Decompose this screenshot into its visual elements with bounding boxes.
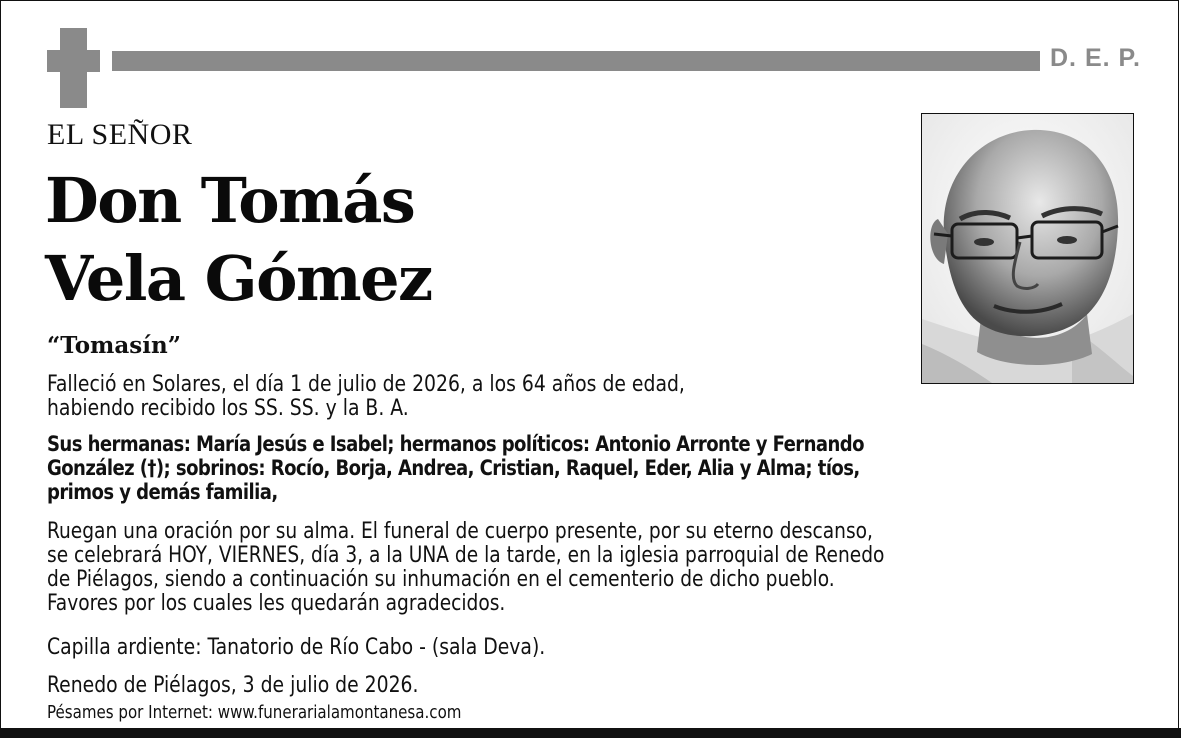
funeral-line: Ruegan una oración por su alma. El funeral de cuerpo presente, por su eterno descanso,	[47, 519, 873, 544]
funeral-paragraph	[47, 520, 884, 616]
funeral-line: se celebrará HOY, VIERNES, día 3, a la UNA de la tarde, en la iglesia parroquial de Renedo	[47, 543, 885, 568]
family-line: González (†); sobrinos: Rocío, Borja, Andrea, Cristian, Raquel, Eder, Alia y Alma; tíos,	[47, 456, 860, 480]
family-line: Sus hermanas: María Jesús e Isabel; hermanos políticos: Antonio Arronte y Fernando	[47, 432, 864, 456]
deceased-name-line-2: Vela Gómez	[45, 242, 432, 315]
place-date-text: Renedo de Piélagos, 3 de julio de 2026.	[47, 673, 419, 698]
chapel-text: Capilla ardiente: Tanatorio de Río Cabo - (sala Deva).	[47, 635, 546, 660]
death-notice-line: Falleció en Solares, el día 1 de julio de 2026, a los 64 años de edad,	[47, 372, 685, 397]
header-rule	[112, 51, 1040, 71]
footer-rule	[0, 728, 1181, 738]
condolences-link-text: Pésames por Internet: www.funerarialamontanesa.com	[47, 702, 462, 723]
funeral-line: Favores por los cuales les quedarán agradecidos.	[47, 591, 506, 616]
family-paragraph	[47, 432, 864, 504]
dep-label: D. E. P.	[1050, 44, 1141, 72]
death-notice-paragraph	[47, 373, 685, 421]
portrait-icon	[922, 114, 1133, 383]
death-notice-line: habiendo recibido los SS. SS. y la B. A.	[47, 396, 409, 421]
funeral-line: de Piélagos, siendo a continuación su inhumación en el cementerio de dicho pueblo.	[47, 567, 835, 592]
deceased-nickname: “Tomasín”	[47, 332, 181, 359]
deceased-name-line-1: Don Tomás	[45, 164, 415, 237]
portrait-photo	[921, 113, 1134, 384]
cross-icon-horizontal	[47, 50, 100, 72]
family-line: primos y demás familia,	[47, 480, 278, 504]
honorific-title: EL SEÑOR	[47, 118, 193, 151]
